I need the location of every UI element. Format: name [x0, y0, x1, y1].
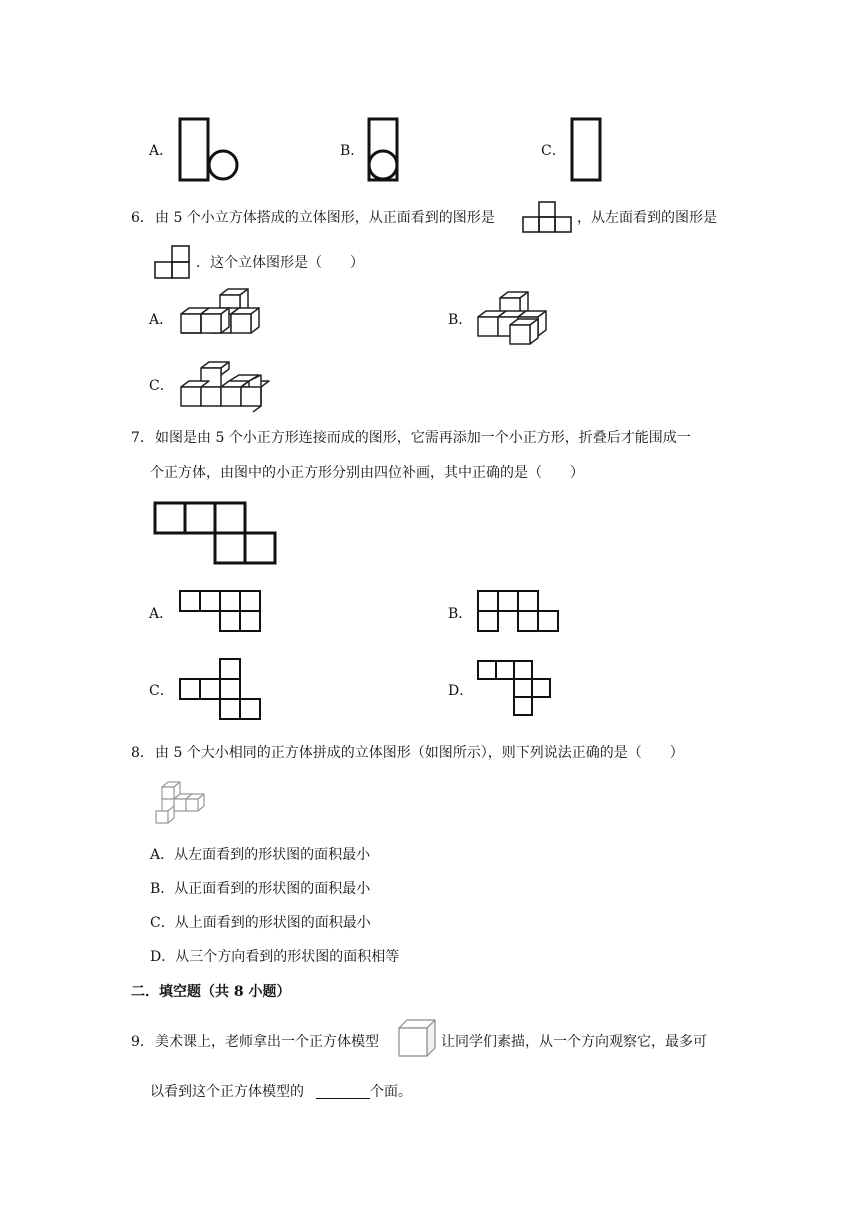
q7-option-d-net	[476, 660, 556, 720]
q7-option-a-label: A．	[149, 606, 174, 622]
q6-front-view-figure	[522, 201, 574, 233]
q7-option-c-label: C．	[149, 683, 174, 699]
q8-option-c: C．从上面看到的形状图的面积最小	[150, 915, 371, 931]
q9-cube-model-figure	[397, 1018, 439, 1060]
q9-answer-blank[interactable]	[316, 1085, 370, 1099]
q8-stem: 由 5 个大小相同的正方体拼成的立体图形（如图所示），则下列说法正确的是（ ）	[155, 745, 684, 761]
q6-option-a-cubes	[178, 288, 266, 346]
q9-line2-before: 以看到这个正方体模型的	[150, 1084, 304, 1100]
q8-option-b: B．从正面看到的形状图的面积最小	[150, 881, 371, 897]
q8-option-a: A．从左面看到的形状图的面积最小	[150, 847, 371, 863]
q9-line2-after: 个面。	[370, 1084, 412, 1100]
q7-number: 7．	[131, 430, 154, 446]
section-2-title: 二．填空题（共 8 小题）	[131, 984, 291, 1000]
q9-number: 9．	[131, 1034, 154, 1050]
q7-line1: 如图是由 5 个小正方形连接而成的图形，它需再添加一个小正方形，折叠后才能围成一	[155, 430, 691, 446]
q7-option-a-net	[178, 590, 264, 634]
q5-option-a-figure	[176, 116, 242, 184]
q8-option-d: D．从三个方向看到的形状图的面积相等	[150, 949, 400, 965]
q7-option-b-net	[476, 590, 564, 634]
q7-line2: 个正方体，由图中的小正方形分别由四位补画，其中正确的是（ ）	[150, 465, 584, 481]
q9-line1-after: 让同学们素描，从一个方向观察它，最多可	[441, 1034, 707, 1050]
q8-cubes-figure	[152, 779, 208, 827]
q6-option-c-label: C．	[149, 378, 174, 394]
q5-option-c-label: C．	[541, 143, 566, 159]
q5-option-c-figure	[566, 116, 606, 184]
q6-left-view-figure	[154, 245, 194, 279]
q5-option-b-figure	[364, 116, 404, 184]
q6-stem-part2: ，从左面看到的图形是	[577, 210, 717, 226]
q9-line1-before: 美术课上，老师拿出一个正方体模型	[155, 1034, 379, 1050]
q7-option-c-net	[178, 658, 264, 722]
q7-option-b-label: B．	[448, 606, 473, 622]
q5-option-b-label: B．	[340, 143, 365, 159]
q7-net-figure	[153, 501, 279, 565]
q6-option-b-label: B．	[448, 312, 473, 328]
q6-option-b-cubes	[474, 290, 558, 348]
q6-number: 6．	[131, 210, 154, 226]
q7-option-d-label: D．	[448, 683, 474, 699]
q6-stem-part1: 由 5 个小立方体搭成的立体图形，从正面看到的图形是	[155, 210, 495, 226]
q6-option-c-cubes	[178, 358, 268, 412]
q8-number: 8．	[131, 745, 154, 761]
q5-option-a-label: A．	[149, 143, 174, 159]
q6-stem-part3: ．这个立体图形是（ ）	[196, 255, 364, 271]
q6-option-a-label: A．	[149, 312, 174, 328]
